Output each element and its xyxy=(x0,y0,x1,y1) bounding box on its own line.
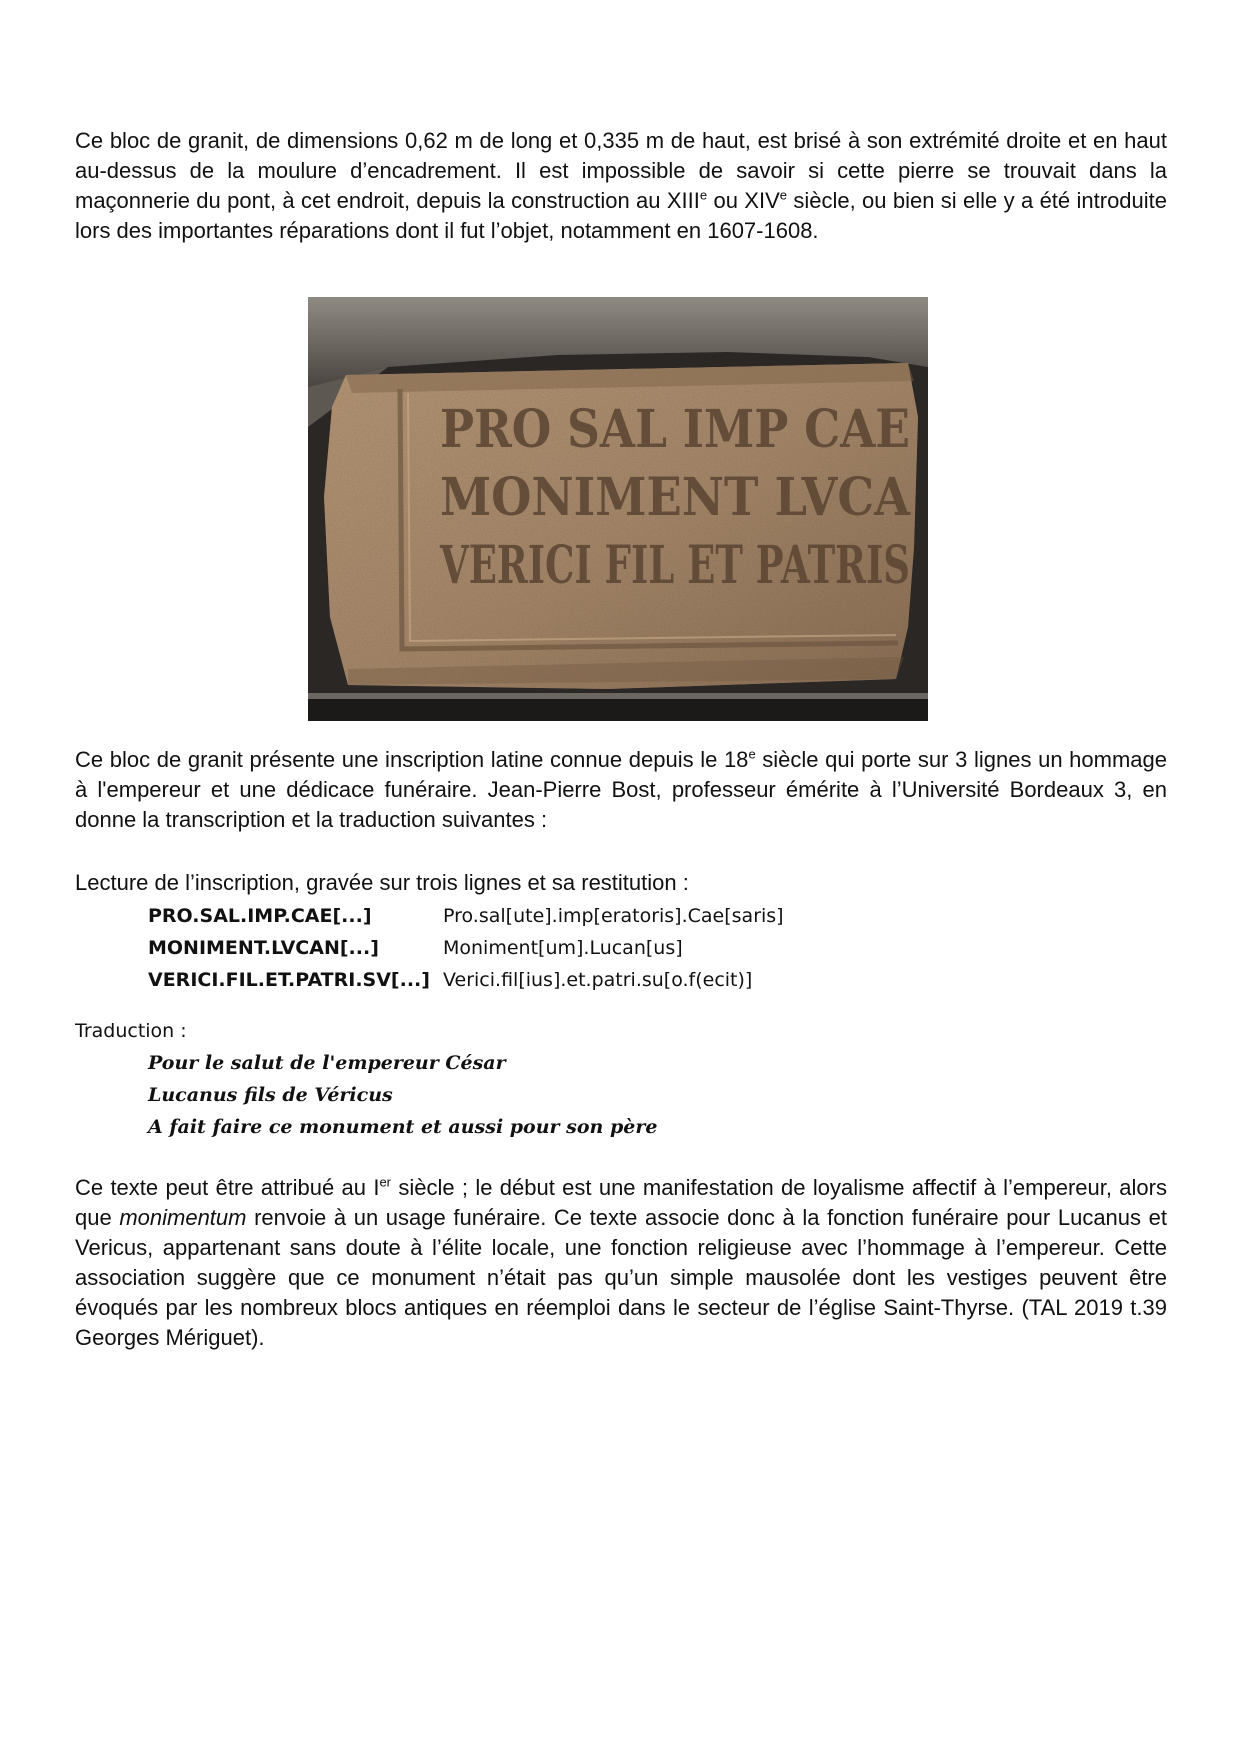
inscription-row xyxy=(148,900,848,932)
paragraph-text: Ce bloc de granit présente une inscription latine connue depuis le 18 xyxy=(75,747,749,772)
translation-line: Lucanus fils de Véricus xyxy=(148,1084,393,1106)
superscript: e xyxy=(779,187,787,203)
superscript: er xyxy=(379,1174,392,1190)
superscript: e xyxy=(699,187,708,203)
italic-term: monimentum xyxy=(119,1205,247,1230)
latin-text: MONIMENT.LVCAN[...] xyxy=(148,937,379,959)
inscription-stone-photo xyxy=(308,297,928,721)
latin-text: VERICI.FIL.ET.PATRI.SV[...] xyxy=(148,969,430,991)
translation-line: A fait faire ce monument et aussi pour son père xyxy=(148,1116,658,1138)
stone-illustration xyxy=(308,297,928,721)
latin-text: PRO.SAL.IMP.CAE[...] xyxy=(148,905,372,927)
paragraph-text: renvoie à un usage funéraire. Ce texte associe donc à la fonction funéraire pour Lucanus et Vericus, appartenant sans doute à l’élite locale, une fonction religieuse avec l’hommage à l’empereur. Cette association suggère que ce monument n’était pas qu’un simple mausolée dont les vestiges peuvent être évoqués par les nombreux blocs antiques en réemploi dans le secteur de l’église Saint-Thyrse. (TAL 2019 t.39 Georges Mériguet). xyxy=(75,1205,1167,1350)
description-paragraph xyxy=(75,745,1167,835)
engraved-line-1: PRO SAL IMP CAE xyxy=(440,399,910,460)
paragraph-text: Ce texte peut être attribué au I xyxy=(75,1175,380,1200)
engraved-line-3: VERICI FIL ET PATRIS xyxy=(439,535,910,596)
superscript: e xyxy=(748,746,756,762)
paragraph-text: Ce bloc de granit, de dimensions 0,62 m de long et 0,335 m de haut, est brisé à son extrémité droite et en haut au-dessus de la moulure d’encadrement. Il est impossible de savoir si cette pierre se trouvait dans la maçonnerie du pont, à cet endroit, depuis la construction au XIII xyxy=(75,128,1167,213)
conclusion-paragraph xyxy=(75,1173,1167,1353)
engraved-line-2: MONIMENT LVCA xyxy=(440,467,911,528)
lecture-heading: Lecture de l’inscription, gravée sur trois lignes et sa restitution : xyxy=(75,870,689,895)
restitution-text: Moniment[um].Lucan[us] xyxy=(443,937,683,959)
restitution-text: Pro.sal[ute].imp[eratoris].Cae[saris] xyxy=(443,905,784,927)
inscription-row xyxy=(148,964,848,996)
paragraph-text: siècle ; le début est une manifestation de loyalisme affectif à l’empereur, alors que xyxy=(75,1175,1167,1230)
paragraph-text: siècle qui porte sur 3 lignes un hommage à l'empereur et une dédicace funéraire. Jean-Pierre Bost, professeur émérite à l’Université Bordeaux 3, en donne la transcription et la traduction suivantes : xyxy=(75,747,1168,832)
paragraph-text: ou XIV xyxy=(707,188,780,213)
translation-label: Traduction : xyxy=(75,1020,187,1042)
restitution-text: Verici.fil[ius].et.patri.su[o.f(ecit)] xyxy=(443,969,753,991)
paragraph-text: siècle, ou bien si elle y a été introduite lors des importantes réparations dont il fut l’objet, notamment en 1607-1608. xyxy=(75,188,1168,243)
inscription-row xyxy=(148,932,848,964)
translation-line: Pour le salut de l'empereur César xyxy=(148,1052,506,1074)
intro-paragraph xyxy=(75,126,1167,246)
